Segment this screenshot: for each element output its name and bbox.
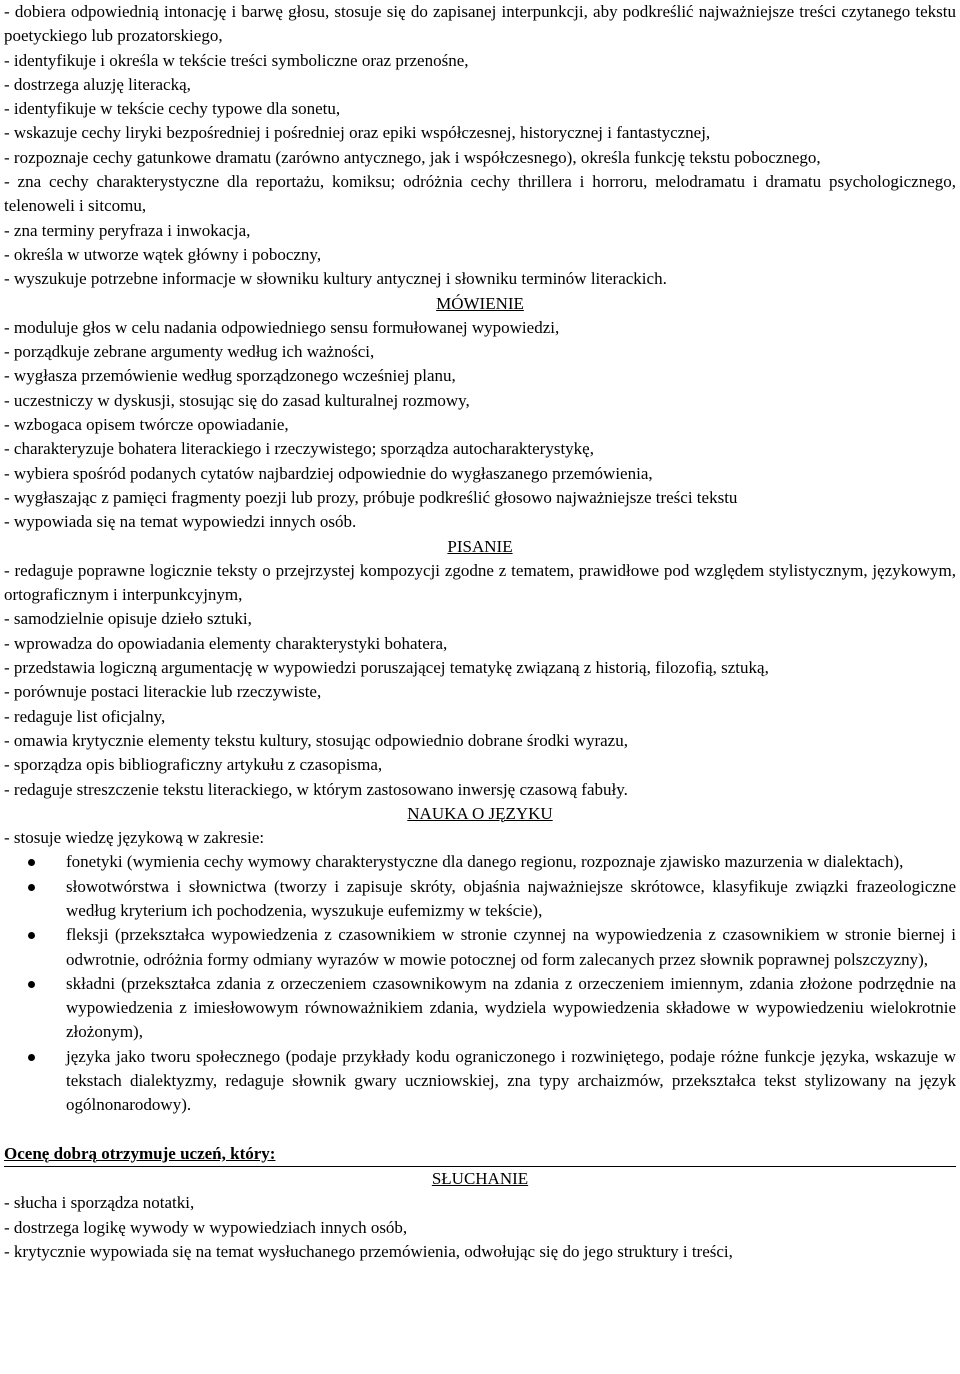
- list-item: - wygłaszając z pamięci fragmenty poezji lub prozy, próbuje podkreślić głosowo najważniejsze treści tekstu: [4, 487, 738, 507]
- list-item: - moduluje głos w celu nadania odpowiedniego sensu formułowanej wypowiedzi,: [4, 317, 560, 337]
- grade-title: Ocenę dobrą otrzymuje uczeń, który:: [4, 1143, 276, 1163]
- bullet-text: składni (przekształca zdania z orzeczeniem czasownikowym na zdania z orzeczeniem imiennym, zdania złożone podrzędnie na wypowiedzenia z imiesłowowym równoważnikiem zdania, wydziela wypowiedzenia składowe w wypowiedzeniu wielokrotnie złożonym),: [66, 973, 956, 1042]
- sluchanie-list: [4, 1191, 956, 1264]
- list-item: - krytycznie wypowiada się na temat wysłuchanego przemówienia, odwołując się do jego struktury i treści,: [4, 1241, 733, 1261]
- list-item: - omawia krytycznie elementy tekstu kultury, stosując odpowiednio dobrane środki wyrazu,: [4, 730, 628, 750]
- list-item: - określa w utworze wątek główny i poboczny,: [4, 244, 322, 264]
- list-item: - rozpoznaje cechy gatunkowe dramatu (zarówno antycznego, jak i współczesnego), określa funkcję tekstu pobocznego,: [4, 147, 821, 167]
- list-item: - wskazuje cechy liryki bezpośredniej i pośredniej oraz epiki współczesnej, historycznej i fantastycznej,: [4, 123, 711, 143]
- list-item: - wygłasza przemówienie według sporządzonego wcześniej planu,: [4, 366, 456, 386]
- list-item: - charakteryzuje bohatera literackiego i rzeczywistego; sporządza autocharakterystykę,: [4, 439, 594, 459]
- list-item: - redaguje list oficjalny,: [4, 706, 166, 726]
- bullet-icon: [28, 859, 35, 866]
- bullet-icon: [28, 981, 35, 988]
- list-item: - wybiera spośród podanych cytatów najbardziej odpowiednie do wygłaszanego przemówienia,: [4, 463, 653, 483]
- bullet-text: fonetyki (wymienia cechy wymowy charakterystyczne dla danego regionu, rozpoznaje zjawisko mazurzenia w dialektach),: [66, 852, 904, 872]
- list-item: - identyfikuje i określa w tekście treści symboliczne oraz przenośne,: [4, 50, 469, 70]
- list-item: - sporządza opis bibliograficzny artykułu z czasopisma,: [4, 755, 383, 775]
- list-item: - przedstawia logiczną argumentację w wypowiedzi poruszającej tematykę związaną z historią, filozofią, sztuką,: [4, 658, 769, 678]
- list-item: - uczestniczy w dyskusji, stosując się do zasad kulturalnej rozmowy,: [4, 390, 470, 410]
- list-item: - dostrzega logikę wywody w wypowiedziach innych osób,: [4, 1217, 408, 1237]
- list-item: - wypowiada się na temat wypowiedzi innych osób.: [4, 512, 357, 532]
- list-item: - słucha i sporządza notatki,: [4, 1193, 195, 1213]
- bullet-item: [4, 850, 956, 874]
- bullet-list: [4, 850, 956, 1117]
- bullet-item: [4, 972, 956, 1045]
- list-item: - wprowadza do opowiadania elementy charakterystyki bohatera,: [4, 633, 448, 653]
- intro-list: [4, 0, 956, 292]
- bullet-icon: [28, 1054, 35, 1061]
- section-heading-nauka-o-jezyku: NAUKA O JĘZYKU: [407, 803, 553, 823]
- bullet-item: [4, 923, 956, 972]
- bullet-text: fleksji (przekształca wypowiedzenia z czasownikiem w stronie czynnej na wypowiedzenia z czasownikiem w stronie biernej i odwrotnie, odróżnia formy odmiany wyrazów w mowie potocznej od form zalecanych przez słownik poprawnej polszczyzny),: [66, 925, 956, 969]
- pisanie-list: [4, 559, 956, 802]
- list-item: - porównuje postaci literackie lub rzeczywiste,: [4, 682, 322, 702]
- spacer: [4, 1118, 956, 1142]
- bullet-text: słowotwórstwa i słownictwa (tworzy i zapisuje skróty, objaśnia najważniejsze skrótowce, klasyfikuje związki frazeologiczne według kryterium ich pochodzenia, wyszukuje eufemizmy w tekście),: [66, 876, 956, 920]
- list-item: - samodzielnie opisuje dzieło sztuki,: [4, 609, 252, 629]
- list-item: - wyszukuje potrzebne informacje w słowniku kultury antycznej i słowniku terminów literackich.: [4, 269, 667, 289]
- list-item: - identyfikuje w tekście cechy typowe dla sonetu,: [4, 99, 341, 119]
- section-heading-sluchanie: SŁUCHANIE: [431, 1168, 529, 1188]
- list-item: - dostrzega aluzję literacką,: [4, 74, 191, 94]
- section-heading-mowienie: MÓWIENIE: [436, 293, 524, 313]
- list-item: - zna cechy charakterystyczne dla reportażu, komiksu; odróżnia cechy thrillera i horroru, melodramatu i dramatu psychologicznego, telenoweli i sitcomu,: [4, 172, 956, 216]
- section-heading-pisanie: PISANIE: [447, 536, 513, 556]
- bullet-item: [4, 875, 956, 924]
- list-item: - redaguje poprawne logicznie teksty o przejrzystej kompozycji zgodne z tematem, prawidłowe pod względem stylistycznym, językowym, ortograficznym i interpunkcyjnym,: [4, 560, 956, 605]
- bullet-text: języka jako tworu społecznego (podaje przykłady kodu ograniczonego i rozwiniętego, podaje różne funkcje języka, wskazuje w tekstach dialektyzmy, redaguje słownik gwary uczniowskiej, zna typy archaizmów, przekształca tekst stylizowany na język ogólnonarodowy).: [66, 1046, 956, 1115]
- bullet-item: [4, 1045, 956, 1118]
- list-item: - wzbogaca opisem twórcze opowiadanie,: [4, 415, 289, 435]
- bullet-icon: [28, 884, 35, 891]
- list-item: - redaguje streszczenie tekstu literackiego, w którym zastosowano inwersję czasową fabuły.: [4, 779, 628, 799]
- list-item: - zna terminy peryfraza i inwokacja,: [4, 220, 251, 240]
- list-item: - porządkuje zebrane argumenty według ich ważności,: [4, 342, 375, 362]
- nauka-intro: - stosuje wiedzę językową w zakresie:: [4, 828, 265, 848]
- list-item: - dobiera odpowiednią intonację i barwę głosu, stosuje się do zapisanej interpunkcji, aby podkreślić najważniejsze treści czytanego tekstu poetyckiego lub prozatorskiego,: [4, 2, 956, 46]
- bullet-icon: [28, 932, 35, 939]
- mowienie-list: [4, 316, 956, 535]
